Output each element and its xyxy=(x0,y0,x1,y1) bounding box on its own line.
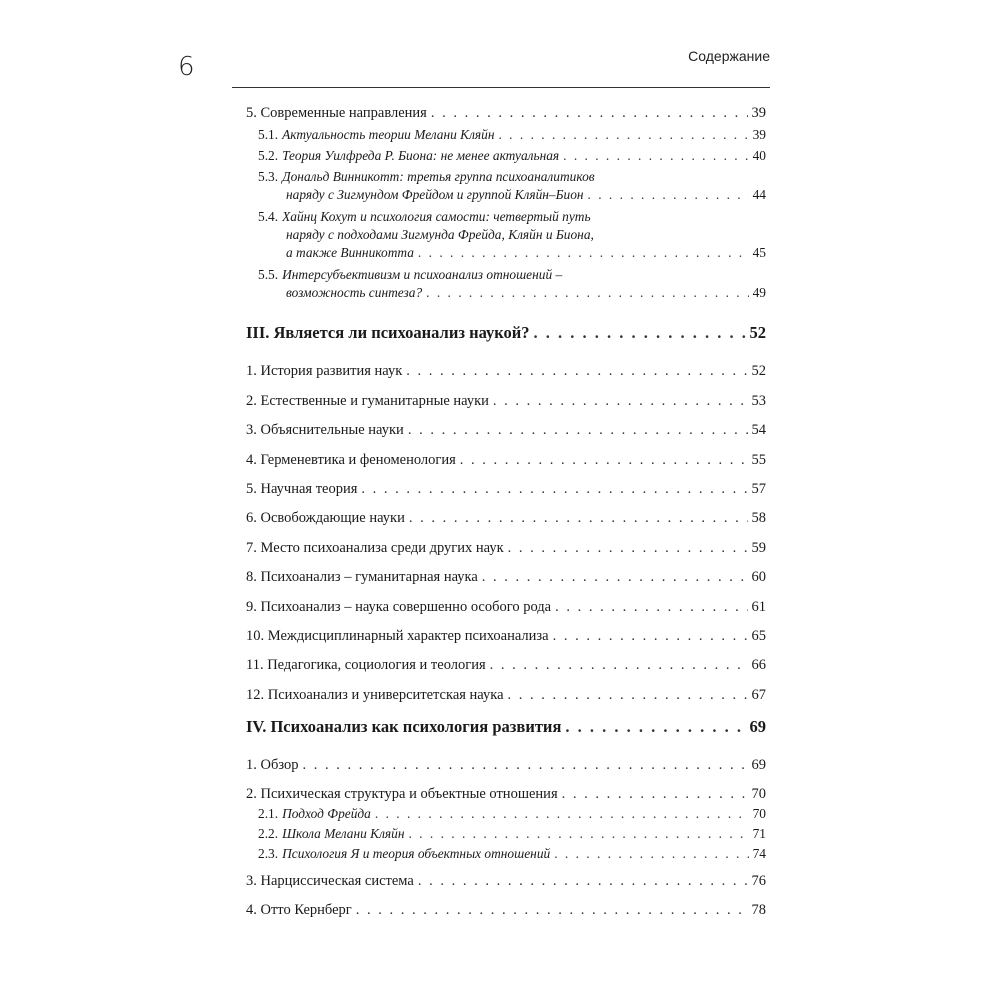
toc-entry-title: Школа Мелани Кляйн xyxy=(282,826,405,841)
toc-entry[interactable] xyxy=(246,598,766,616)
toc-entry-page: 70 xyxy=(751,786,766,802)
toc-entry-5-4-line2: наряду с подходами Зигмунда Фрейда, Кляйн и Биона, xyxy=(286,227,594,242)
toc-entry[interactable] xyxy=(246,451,766,469)
leader-dots xyxy=(303,756,748,774)
toc-entry-number: 5.1. xyxy=(258,127,279,142)
toc-entry-page: 78 xyxy=(751,902,766,918)
toc-entry-page: 58 xyxy=(751,510,766,526)
toc-entry-title: 7. Место психоанализа среди других наук xyxy=(246,540,504,556)
toc-entry-page: 74 xyxy=(752,846,766,861)
toc-entry-title: 2. Психическая структура и объектные отношения xyxy=(246,786,558,802)
leader-dots xyxy=(562,785,748,803)
leader-dots xyxy=(534,323,746,343)
toc-entry[interactable] xyxy=(246,627,766,645)
toc-part-4[interactable] xyxy=(246,717,766,737)
leader-dots xyxy=(563,147,748,165)
leader-dots xyxy=(565,717,745,737)
toc-part-3[interactable] xyxy=(246,323,766,343)
toc-entry[interactable] xyxy=(246,785,766,803)
toc-entry-page: 57 xyxy=(751,481,766,497)
toc-entry[interactable] xyxy=(246,656,766,674)
leader-dots xyxy=(588,186,749,204)
toc-entry-5-3-line2[interactable] xyxy=(286,186,766,204)
toc-entry-number: 5.3. xyxy=(258,169,279,184)
toc-entry-title: Теория Уилфреда Р. Биона: не менее актуальная xyxy=(282,148,560,163)
toc-entry[interactable] xyxy=(246,568,766,586)
toc-entry[interactable] xyxy=(246,686,766,704)
leader-dots xyxy=(406,362,747,380)
toc-entry-title: 9. Психоанализ – наука совершенно особого рода xyxy=(246,599,552,615)
leader-dots xyxy=(554,845,748,863)
leader-dots xyxy=(508,686,748,704)
leader-dots xyxy=(482,568,748,586)
toc-entry-page: 44 xyxy=(752,187,766,202)
toc-entry-title: 2. Естественные и гуманитарные науки xyxy=(246,393,489,409)
leader-dots xyxy=(361,480,747,498)
leader-dots xyxy=(498,126,748,144)
toc-entry-5-5-line1[interactable] xyxy=(258,266,766,284)
toc-entry-number: 2.3. xyxy=(258,846,279,861)
toc-entry-title: Интерсубъективизм и психоанализ отношений – xyxy=(282,267,563,282)
toc-entry-number: 5.5. xyxy=(258,267,279,282)
toc-entry-title-cont: возможность синтеза? xyxy=(286,285,423,300)
toc-entry-number: 5.2. xyxy=(258,148,279,163)
toc-entry-page: 70 xyxy=(752,806,766,821)
toc-entry-title: Современные направления xyxy=(260,105,427,121)
toc-entry-page: 65 xyxy=(751,628,766,644)
toc-entry-page: 49 xyxy=(752,285,766,300)
toc-entry-page: 60 xyxy=(751,569,766,585)
toc-entry-page: 55 xyxy=(751,452,766,468)
leader-dots xyxy=(418,244,749,262)
toc-entry-5-4-line1[interactable] xyxy=(258,208,766,226)
toc-entry-page: 52 xyxy=(749,323,766,342)
toc-entry-5-5-line2[interactable] xyxy=(286,284,766,302)
part-title: III. Является ли психоанализ наукой? xyxy=(246,323,530,342)
toc-entry-page: 67 xyxy=(751,687,766,703)
toc-entry-number: 5.4. xyxy=(258,209,279,224)
toc-entry-title-cont: а также Винникотта xyxy=(286,245,414,260)
leader-dots xyxy=(553,627,748,645)
toc-entry[interactable] xyxy=(246,362,766,380)
toc-entry[interactable] xyxy=(246,392,766,410)
toc-entry-page: 61 xyxy=(751,599,766,615)
toc-entry-page: 69 xyxy=(749,717,766,736)
toc-entry-title: 10. Междисциплинарный характер психоанализа xyxy=(246,628,549,644)
toc-entry-title: Подход Фрейда xyxy=(282,806,371,821)
toc-entry[interactable] xyxy=(246,901,766,919)
toc-entry-page: 40 xyxy=(752,148,766,163)
toc-entry-5-3-line1[interactable] xyxy=(258,168,766,186)
leader-dots xyxy=(418,872,748,890)
running-head: Содержание xyxy=(688,48,770,64)
toc-entry[interactable] xyxy=(246,756,766,774)
toc-entry-page: 69 xyxy=(751,757,766,773)
leader-dots xyxy=(555,598,747,616)
leader-dots xyxy=(408,825,748,843)
toc-entry-5-1[interactable] xyxy=(258,126,766,144)
leader-dots xyxy=(375,805,749,823)
toc-entry-title: 3. Нарциссическая система xyxy=(246,873,414,889)
toc-entry-5-4-line3[interactable] xyxy=(286,244,766,262)
toc-entry-page: 45 xyxy=(752,245,766,260)
toc-entry-title: 4. Герменевтика и феноменология xyxy=(246,452,456,468)
toc-entry-page: 66 xyxy=(751,657,766,673)
page-number: 6 xyxy=(178,52,195,82)
toc-entry-title: 5. Научная теория xyxy=(246,481,358,497)
toc-entry-title-cont: наряду с Зигмундом Фрейдом и группой Кляйн–Бион xyxy=(286,187,584,202)
toc-subentry[interactable] xyxy=(258,845,766,863)
toc-entry-title: 8. Психоанализ – гуманитарная наука xyxy=(246,569,478,585)
toc-entry[interactable] xyxy=(246,480,766,498)
toc-entry-page: 76 xyxy=(751,873,766,889)
toc-entry-title: Дональд Винникотт: третья группа психоаналитиков xyxy=(282,169,595,184)
toc-entry[interactable] xyxy=(246,421,766,439)
toc-entry-number: 5. xyxy=(246,105,257,121)
toc-entry-5-2[interactable] xyxy=(258,147,766,165)
toc-entry-page: 39 xyxy=(752,127,766,142)
toc-entry-number: 2.2. xyxy=(258,826,279,841)
toc-entry-page: 71 xyxy=(752,826,766,841)
toc-entry-title: 4. Отто Кернберг xyxy=(246,902,352,918)
toc-entry-title: 3. Объяснительные науки xyxy=(246,422,404,438)
toc-entry-title: 1. Обзор xyxy=(246,757,299,773)
toc-subentry[interactable] xyxy=(258,805,766,823)
toc-entry-title: 11. Педагогика, социология и теология xyxy=(246,657,486,673)
leader-dots xyxy=(460,451,748,469)
toc-entry-title: 1. История развития наук xyxy=(246,363,403,379)
toc-entry-title: 12. Психоанализ и университетская наука xyxy=(246,687,504,703)
toc-entry-page: 39 xyxy=(751,105,766,121)
toc-entry[interactable] xyxy=(246,872,766,890)
toc-entry[interactable] xyxy=(246,509,766,527)
part-title: IV. Психоанализ как психология развития xyxy=(246,717,562,736)
leader-dots xyxy=(431,104,748,122)
leader-dots xyxy=(490,656,748,674)
toc-entry-5[interactable] xyxy=(246,104,766,122)
leader-dots xyxy=(408,421,748,439)
toc-entry[interactable] xyxy=(246,539,766,557)
toc-subentry[interactable] xyxy=(258,825,766,843)
toc-entry-title: Хайнц Кохут и психология самости: четвертый путь xyxy=(282,209,591,224)
toc-entry-number: 2.1. xyxy=(258,806,279,821)
leader-dots xyxy=(409,509,748,527)
toc-entry-title: Актуальность теории Мелани Кляйн xyxy=(282,127,495,142)
toc-entry-page: 54 xyxy=(751,422,766,438)
leader-dots xyxy=(356,901,748,919)
leader-dots xyxy=(426,284,748,302)
leader-dots xyxy=(508,539,748,557)
leader-dots xyxy=(493,392,748,410)
toc-entry-page: 52 xyxy=(751,363,766,379)
toc-entry-page: 53 xyxy=(751,393,766,409)
toc-entry-title: Психология Я и теория объектных отношений xyxy=(282,846,551,861)
toc-entry-title: 6. Освобождающие науки xyxy=(246,510,405,526)
toc-entry-page: 59 xyxy=(751,540,766,556)
